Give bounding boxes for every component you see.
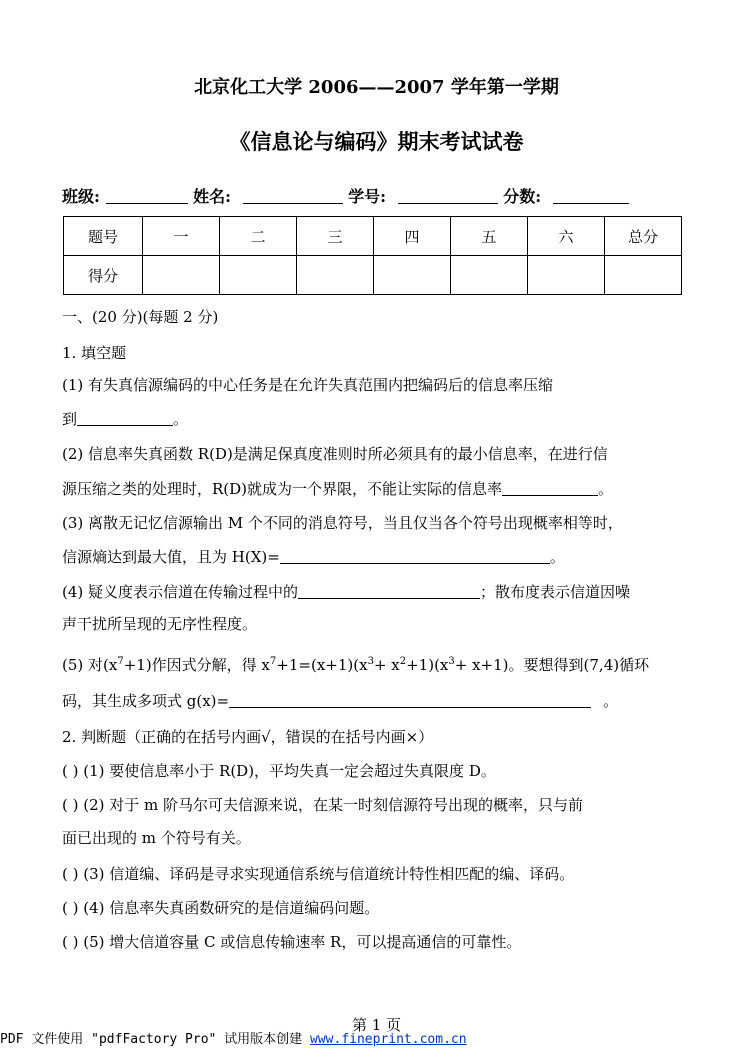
judgment-3: ( ) (3) 信道编、译码是寻求实现通信系统与信道统计特性相匹配的编、译码。	[62, 865, 575, 883]
exponent: 7	[269, 656, 277, 667]
text-fragment: + x+1)。要想得到(7,4)循环	[454, 656, 650, 674]
table-row	[64, 256, 682, 295]
watermark-text: PDF 文件使用 "pdfFactory Pro" 试用版本创建	[0, 1032, 311, 1047]
table-cell: 题号	[64, 217, 143, 256]
class-blank[interactable]	[106, 189, 188, 204]
answer-blank[interactable]	[229, 693, 591, 708]
exam-title: 《信息论与编码》期末考试试卷	[229, 129, 524, 154]
question-4-line-1	[62, 581, 630, 602]
text-fragment: 。	[603, 692, 619, 710]
text-fragment: +1)作因式分解，得 x	[123, 656, 270, 674]
text-fragment: (4) 疑义度表示信道在传输过程中的	[62, 583, 299, 601]
exponent: 3	[367, 656, 374, 667]
id-label: 学号:	[348, 187, 387, 206]
exponent: 2	[399, 656, 407, 667]
question-3-line-1: (3) 离散无记忆信源输出 M 个不同的消息符号，当且仅当各个符号出现概率相等时，	[62, 514, 623, 532]
answer-blank[interactable]	[298, 584, 480, 599]
text-fragment: +1)(x	[406, 656, 449, 674]
table-cell: 四	[374, 217, 451, 256]
subheading-fill-in: 1. 填空题	[62, 344, 127, 362]
name-label: 姓名:	[193, 187, 231, 206]
text-fragment: + x	[373, 656, 400, 674]
subheading-true-false: 2. 判断题（正确的在括号内画√，错误的在括号内画×）	[62, 728, 434, 746]
score-blank[interactable]	[553, 189, 629, 204]
university-title: 北京化工大学 2006——2007 学年第一学期	[194, 77, 559, 98]
table-cell: 一	[143, 217, 220, 256]
text-fragment: 。	[598, 480, 614, 498]
answer-blank[interactable]	[280, 549, 550, 564]
score-cell[interactable]	[143, 256, 220, 295]
text-fragment: ；散布度表示信道因噪	[480, 583, 631, 601]
text-fragment: 到	[62, 410, 78, 428]
question-2-line-2	[62, 478, 613, 499]
question-1-line-1: (1) 有失真信源编码的中心任务是在允许失真范围内把编码后的信息率压缩	[62, 376, 554, 394]
table-cell: 得分	[64, 256, 143, 295]
text-fragment: 。	[173, 410, 189, 428]
score-cell[interactable]	[374, 256, 451, 295]
text-fragment: 信源熵达到最大值，且为 H(X)=	[62, 548, 280, 566]
question-5-line-1	[62, 654, 649, 675]
question-3-line-2	[62, 546, 565, 567]
judgment-2-line-1: ( ) (2) 对于 m 阶马尔可夫信源来说，在某一时刻信源符号出现的概率，只与前	[62, 796, 584, 814]
question-4-line-2: 声干扰所呈现的无序性程度。	[62, 615, 258, 633]
judgment-2-line-2: 面已出现的 m 个符号有关。	[62, 829, 251, 847]
score-cell[interactable]	[297, 256, 374, 295]
exponent: 3	[448, 656, 455, 667]
answer-blank[interactable]	[502, 481, 598, 496]
class-label: 班级:	[62, 187, 100, 206]
table-cell: 三	[297, 217, 374, 256]
judgment-4: ( ) (4) 信息率失真函数研究的是信道编码问题。	[62, 899, 380, 917]
text-fragment: 源压缩之类的处理时，R(D)就成为一个界限，不能让实际的信息率	[62, 480, 503, 498]
question-5-line-2	[62, 690, 618, 711]
section-heading: 一、(20 分)(每题 2 分)	[62, 308, 219, 326]
score-label: 分数:	[503, 187, 542, 206]
table-cell: 五	[451, 217, 528, 256]
table-row	[64, 217, 682, 256]
score-table	[63, 216, 682, 295]
text-fragment: 。	[549, 548, 565, 566]
score-cell[interactable]	[451, 256, 528, 295]
exponent: 7	[117, 656, 124, 667]
question-2-line-1: (2) 信息率失真函数 R(D)是满足保真度准则时所必须具有的最小信息率，在进行信	[62, 445, 608, 463]
answer-blank[interactable]	[77, 411, 173, 426]
text-fragment: (5) 对(x	[62, 656, 118, 674]
id-blank[interactable]	[398, 189, 498, 204]
table-cell: 六	[528, 217, 605, 256]
score-cell[interactable]	[528, 256, 605, 295]
page-number: 第 1 页	[351, 1016, 402, 1034]
score-cell[interactable]	[220, 256, 297, 295]
text-fragment: 码，其生成多项式 g(x)=	[62, 692, 230, 710]
table-cell: 总分	[605, 217, 682, 256]
judgment-1: ( ) (1) 要使信息率小于 R(D)，平均失真一定会超过失真限度 D。	[62, 762, 496, 780]
question-1-line-2	[62, 408, 188, 429]
watermark-link[interactable]: www.fineprint.com.cn	[310, 1032, 467, 1047]
text-fragment: +1=(x+1)(x	[276, 656, 368, 674]
table-cell: 二	[220, 217, 297, 256]
name-blank[interactable]	[243, 189, 343, 204]
score-cell[interactable]	[605, 256, 682, 295]
judgment-5: ( ) (5) 增大信道容量 C 或信息传输速率 R，可以提高通信的可靠性。	[62, 933, 522, 951]
watermark	[0, 1028, 467, 1047]
info-row	[62, 184, 629, 207]
